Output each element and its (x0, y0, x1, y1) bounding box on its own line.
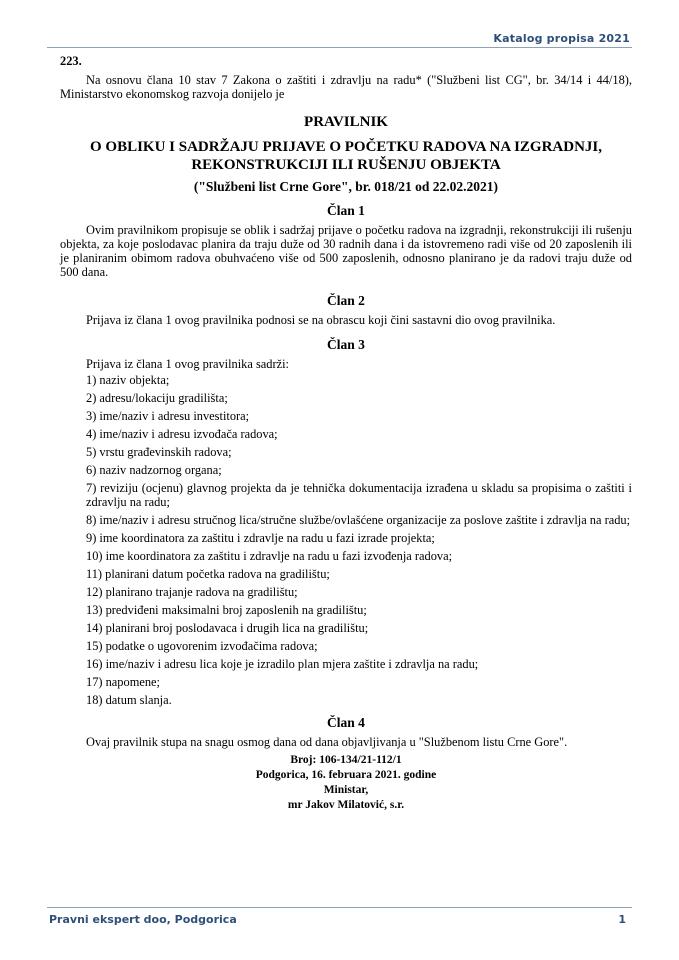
list-item: 2) adresu/lokaciju gradilišta; (86, 391, 228, 405)
list-item: 16) ime/naziv i adresu lica koje je izradilo plan mjera zaštite i zdravlja na radu; (86, 657, 479, 671)
place-and-date: Podgorica, 16. februara 2021. godine (255, 769, 437, 781)
article-4-text: Ovaj pravilnik stupa na snagu osmog dana od dana objavljivanja u "Službenom listu Crne Gore". (86, 735, 568, 749)
signature-block (60, 753, 632, 813)
list-item: 8) ime/naziv i adresu stručnog lica/stručne službe/ovlašćene organizacije za poslove zaštite i zdravlja na radu; (86, 513, 631, 527)
list-item: 12) planirano trajanje radova na gradilištu; (86, 585, 298, 599)
list-item: 3) ime/naziv i adresu investitora; (86, 409, 250, 423)
list-item: 7) reviziju (ocjenu) glavnog projekta da je tehnička dokumentacija izrađena u skladu sa propisima o zaštiti i zdravlju na radu; (86, 481, 632, 509)
page-header (47, 30, 632, 48)
document-body (60, 54, 632, 813)
list-item: 1) naziv objekta; (86, 373, 170, 387)
article-1-heading: Član 1 (327, 203, 365, 218)
list-item: 17) napomene; (86, 675, 160, 689)
article-3-heading: Član 3 (327, 337, 365, 352)
article-4-heading: Član 4 (327, 715, 365, 730)
document-number: Broj: 106-134/21-112/1 (290, 754, 402, 766)
legal-basis-intro: Na osnovu člana 10 stav 7 Zakona o zaštiti i zdravlju na radu* ("Službeni list CG", br. 34/14 i 44/18), Ministarstvo ekonomskog razvoja donijelo je (60, 73, 632, 101)
article-1-text: Ovim pravilnikom propisuje se oblik i sadržaj prijave o početku radova na izgradnji, rekonstrukciji ili rušenju objekta, za koje poslodavac planira da traju duže od 30 radnih dana i da istovremeno radi više od 20 zaposlenih ili je planiranim obimom radova obuhvaćeno više od 500 zaposlenih, odnosno planirano je da radovi traju duže od 500 dana. (60, 223, 632, 279)
document-subject-title: O OBLIKU I SADRŽAJU PRIJAVE O POČETKU RADOVA NA IZGRADNJI, REKONSTRUKCIJI ILI RUŠENJU OBJEKTA (89, 139, 603, 173)
list-item: 15) podatke o ugovorenim izvođačima radova; (86, 639, 318, 653)
page-number: 1 (618, 913, 626, 926)
list-item: 5) vrstu građevinskih radova; (86, 445, 232, 459)
article-3-intro: Prijava iz člana 1 ovog pravilnika sadrži: (86, 357, 289, 371)
article-2-heading: Član 2 (327, 293, 365, 308)
document-type-title: PRAVILNIK (304, 114, 388, 130)
regulation-number: 223. (60, 54, 82, 68)
list-item: 4) ime/naziv i adresu izvođača radova; (86, 427, 278, 441)
list-item: 11) planirani datum početka radova na gradilištu; (86, 567, 330, 581)
page-footer (47, 907, 632, 928)
publisher-name: Pravni ekspert doo, Podgorica (49, 913, 237, 926)
list-item: 10) ime koordinatora za zaštitu i zdravlje na radu u fazi izvođenja radova; (86, 549, 453, 563)
catalog-title: Katalog propisa 2021 (493, 32, 630, 45)
signatory-role: Ministar, (323, 784, 369, 796)
article-2-text: Prijava iz člana 1 ovog pravilnika podnosi se na obrascu koji čini sastavni dio ovog pravilnika. (86, 313, 556, 327)
gazette-reference: ("Službeni list Crne Gore", br. 018/21 od 22.02.2021) (193, 179, 499, 194)
signatory-name: mr Jakov Milatović, s.r. (287, 799, 405, 811)
list-item: 6) naziv nadzornog organa; (86, 463, 222, 477)
list-item: 13) predviđeni maksimalni broj zaposlenih na gradilištu; (86, 603, 367, 617)
list-item: 14) planirani broj poslodavaca i drugih lica na gradilištu; (86, 621, 369, 635)
list-item: 9) ime koordinatora za zaštitu i zdravlje na radu u fazi izrade projekta; (86, 531, 435, 545)
article-3-list (60, 373, 632, 707)
list-item: 18) datum slanja. (86, 693, 172, 707)
